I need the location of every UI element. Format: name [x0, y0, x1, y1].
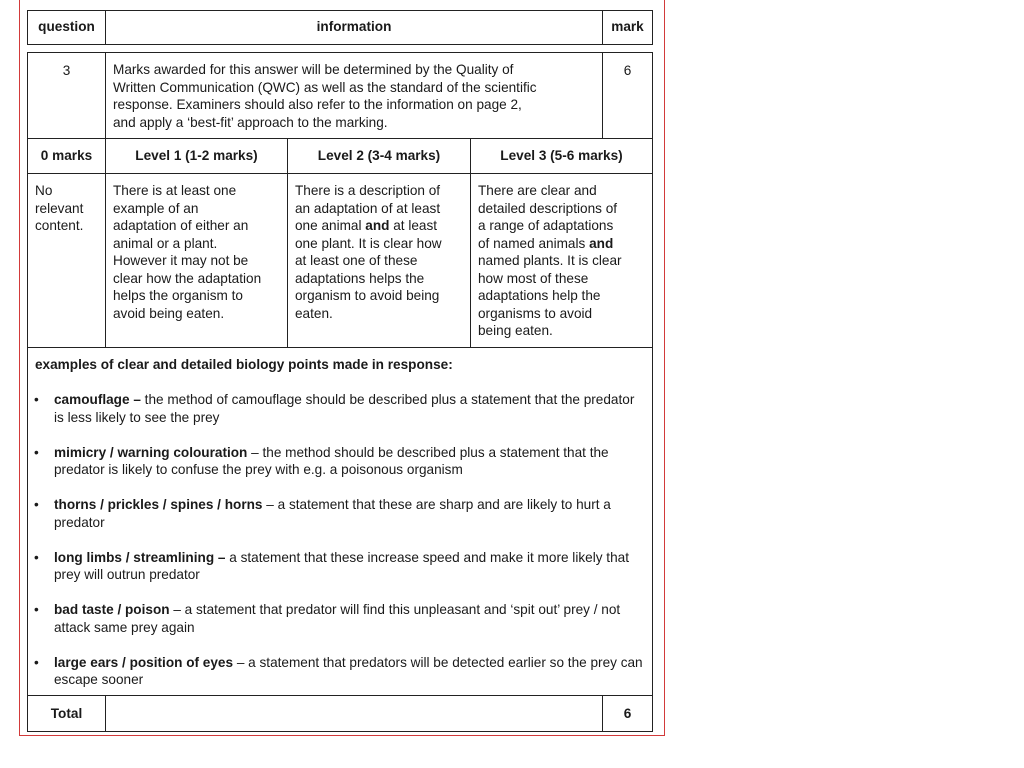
- level-header-1: Level 1 (1-2 marks): [135, 148, 258, 163]
- desc-line: animal or a plant.: [113, 235, 218, 251]
- total-label: Total: [50, 706, 83, 721]
- info-line: Marks awarded for this answer will be determined by the Quality of: [113, 62, 514, 77]
- list-item: • large ears / position of eyes – a statement that predators will be detected earlier so the prey can escape sooner: [34, 654, 646, 689]
- desc-line: how most of these: [478, 270, 589, 286]
- level-0-description: [35, 182, 103, 235]
- level-header-3: Level 3 (5-6 marks): [500, 148, 623, 163]
- examples-heading: examples of clear and detailed biology points made in response:: [35, 357, 453, 372]
- desc-line: There is a description of: [295, 183, 441, 198]
- desc-line: organisms to avoid: [478, 305, 593, 321]
- desc-line: helps the organism to: [113, 288, 243, 303]
- total-mark: 6: [623, 706, 632, 721]
- desc-line: being eaten.: [478, 323, 553, 338]
- desc-line: one animal and at least: [295, 218, 438, 233]
- desc-line: eaten.: [295, 305, 333, 321]
- desc-line: content.: [35, 218, 84, 233]
- desc-line: relevant: [35, 200, 84, 216]
- level-header-2: Level 2 (3-4 marks): [317, 148, 441, 163]
- desc-line: at least one of these: [295, 253, 418, 268]
- question-mark: 6: [623, 63, 632, 78]
- info-line: Written Communication (QWC) as well as the standard of the scientific: [113, 79, 537, 95]
- info-line: response. Examiners should also refer to the information on page 2,: [113, 97, 522, 112]
- desc-line: example of an: [113, 200, 199, 216]
- header-question: question: [38, 19, 95, 34]
- desc-line: There is at least one: [113, 183, 237, 198]
- list-item: • camouflage – the method of camouflage should be described plus a statement that the predator is less likely to see the prey: [34, 391, 646, 426]
- desc-line: organism to avoid being: [295, 288, 440, 303]
- list-item: • long limbs / streamlining – a statement that these increase speed and make it more likely that prey will outrun predator: [34, 549, 646, 584]
- desc-line: detailed descriptions of: [478, 200, 618, 216]
- level-3-description: [478, 182, 650, 340]
- desc-line: adaptations help the: [478, 288, 601, 303]
- level-1-description: [113, 182, 285, 322]
- question-info: [113, 61, 601, 131]
- desc-line: adaptations helps the: [295, 270, 425, 286]
- desc-line: There are clear and: [478, 183, 597, 198]
- desc-line: avoid being eaten.: [113, 305, 225, 321]
- desc-line: one plant. It is clear how: [295, 235, 442, 251]
- header-mark: mark: [611, 19, 644, 34]
- header-information: information: [316, 19, 392, 34]
- list-item: • bad taste / poison – a statement that predator will find this unpleasant and ‘spit out’ prey / not attack same prey again: [34, 601, 646, 636]
- list-item: • mimicry / warning colouration – the method should be described plus a statement that the predator is likely to confuse the prey with e.g. a poisonous organism: [34, 444, 646, 479]
- examples-list: [34, 391, 646, 706]
- desc-line: an adaptation of at least: [295, 200, 441, 216]
- desc-line: of named animals and: [478, 235, 614, 251]
- level-header-0: 0 marks: [40, 148, 93, 163]
- info-line: and apply a ‘best-fit’ approach to the marking.: [113, 114, 388, 130]
- question-number: 3: [62, 63, 71, 78]
- desc-line: However it may not be: [113, 253, 249, 268]
- desc-line: clear how the adaptation: [113, 270, 262, 286]
- desc-line: named plants. It is clear: [478, 253, 622, 268]
- desc-line: No: [35, 183, 53, 198]
- desc-line: a range of adaptations: [478, 218, 614, 233]
- desc-line: adaptation of either an: [113, 218, 249, 233]
- list-item: • thorns / prickles / spines / horns – a statement that these are sharp and are likely to hurt a predator: [34, 496, 646, 531]
- level-2-description: [295, 182, 469, 322]
